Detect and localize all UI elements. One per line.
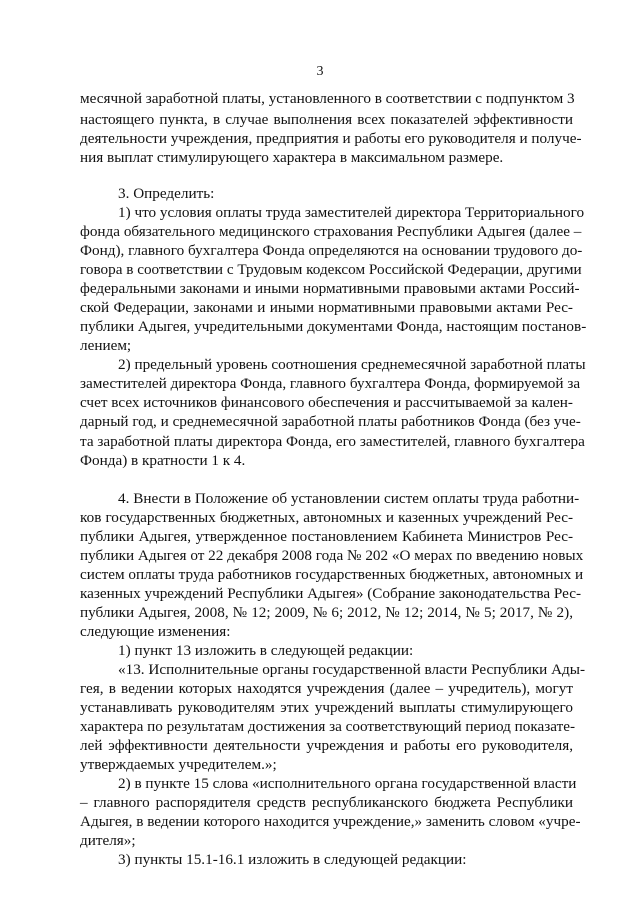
text-line: Адыгея, в ведении которого находится учреждение,» заменить словом «учре-: [80, 813, 581, 830]
text-line: федеральными законами и иными нормативными правовыми актами Россий-: [80, 280, 580, 297]
text-line: гея, в ведении которых находятся учреждения (далее – учредитель), могут: [80, 680, 573, 697]
text-line: 1) что условия оплаты труда заместителей директора Территориального: [118, 204, 585, 221]
text-line: публики Адыгея от 22 декабря 2008 года № 202 «О мерах по введению новых: [80, 547, 584, 564]
text-line: дарный год, и среднемесячной заработной платы работников Фонда (без уче-: [80, 413, 581, 430]
text-line: казенных учреждений Республики Адыгея» (Собрание законодательства Рес-: [80, 585, 582, 602]
text-line: 2) в пункте 15 слова «исполнительного органа государственной власти: [118, 775, 577, 792]
text-line: та заработной платы директора Фонда, его заместителей, главного бухгалтера: [80, 433, 585, 450]
text-line: устанавливать руководителям этих учреждений выплаты стимулирующего: [80, 699, 573, 716]
text-line: 3. Определить:: [118, 185, 215, 202]
text-line: публики Адыгея, учредительными документами Фонда, настоящим постанов-: [80, 318, 587, 335]
text-line: месячной заработной платы, установленного в соответствии с подпунктом 3: [80, 90, 575, 107]
text-line: ния выплат стимулирующего характера в максимальном размере.: [80, 149, 504, 166]
text-line: публики Адыгея, утвержденное постановлением Кабинета Министров Рес-: [80, 528, 573, 545]
text-line: ков государственных бюджетных, автономных и казенных учреждений Рес-: [80, 509, 573, 526]
text-line: следующие изменения:: [80, 623, 231, 640]
text-line: утверждаемых учредителем.»;: [80, 756, 277, 773]
text-line: ской Федерации, законами и иными нормативными правовыми актами Рес-: [80, 299, 573, 316]
text-line: Фонд), главного бухгалтера Фонда определяются на основании трудового до-: [80, 242, 583, 259]
text-line: счет всех источников финансового обеспечения и рассчитываемой за кален-: [80, 394, 573, 411]
text-line: систем оплаты труда работников государственных бюджетных, автономных и: [80, 566, 584, 583]
text-line: 1) пункт 13 изложить в следующей редакции:: [118, 642, 414, 659]
text-line: деятельности учреждения, предприятия и работы его руководителя и получе-: [80, 130, 582, 147]
text-line: заместителей директора Фонда, главного бухгалтера Фонда, формируемой за: [80, 375, 581, 392]
text-line: – главного распорядителя средств республиканского бюджета Республики: [80, 794, 573, 811]
text-line: «13. Исполнительные органы государственной власти Республики Ады-: [118, 661, 586, 678]
page-number: 3: [316, 64, 324, 79]
text-line: 2) предельный уровень соотношения среднемесячной заработной платы: [118, 356, 586, 373]
text-line: лением;: [80, 337, 132, 354]
text-line: дителя»;: [80, 832, 136, 849]
text-line: фонда обязательного медицинского страхования Республики Адыгея (далее –: [80, 223, 582, 240]
text-line: Фонда) в кратности 1 к 4.: [80, 452, 246, 469]
text-line: настоящего пункта, в случае выполнения всех показателей эффективности: [80, 111, 573, 128]
text-line: публики Адыгея, 2008, № 12; 2009, № 6; 2012, № 12; 2014, № 5; 2017, № 2),: [80, 604, 573, 621]
text-line: говора в соответствии с Трудовым кодексом Российской Федерации, другими: [80, 261, 582, 278]
text-line: 4. Внести в Положение об установлении систем оплаты труда работни-: [118, 490, 580, 507]
text-line: 3) пункты 15.1-16.1 изложить в следующей редакции:: [118, 851, 467, 868]
text-line: лей эффективности деятельности учреждения и работы его руководителя,: [80, 737, 573, 754]
text-line: характера по результатам достижения за соответствующий период показате-: [80, 718, 576, 735]
